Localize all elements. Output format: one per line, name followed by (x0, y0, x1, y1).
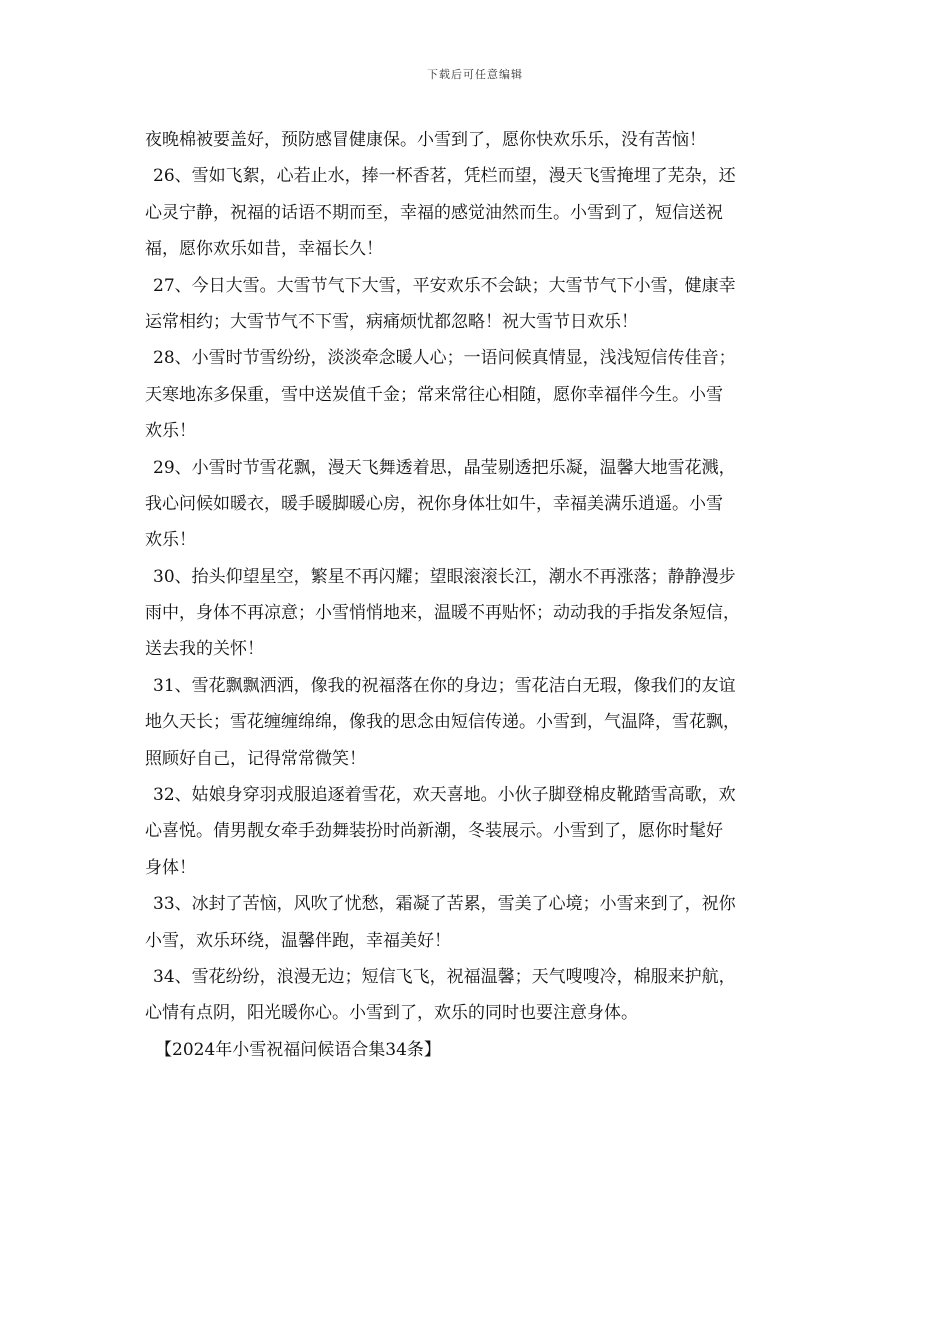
text-line: 34、雪花纷纷，浪漫无边；短信飞飞，祝福温馨；天气嗖嗖冷，棉服来护航， (153, 966, 736, 987)
text-line: 送去我的关怀！ (145, 639, 264, 660)
text-line: 26、雪如飞絮，心若止水，捧一杯香茗，凭栏而望，漫天飞雪掩埋了芜杂，还 (153, 166, 736, 187)
text-line: 33、冰封了苦恼，风吹了忧愁，霜凝了苦累，雪美了心境；小雪来到了，祝你 (153, 894, 736, 915)
text-line: 心灵宁静，祝福的话语不期而至，幸福的感觉油然而生。小雪到了，短信送祝 (145, 202, 723, 223)
document-body (145, 122, 817, 1068)
text-line: 28、小雪时节雪纷纷，淡淡牵念暖人心；一语问候真情显，浅浅短信传佳音； (153, 348, 736, 369)
text-line: 欢乐！ (145, 530, 196, 551)
text-line: 27、今日大雪。大雪节气下大雪，平安欢乐不会缺；大雪节气下小雪，健康幸 (153, 275, 736, 296)
text-line: 29、小雪时节雪花飘，漫天飞舞透着思，晶莹剔透把乐凝，温馨大地雪花溅， (153, 457, 736, 478)
text-line: 照顾好自己，记得常常微笑！ (145, 748, 366, 769)
text-line: 心喜悦。倩男靓女牵手劲舞装扮时尚新潮，冬装展示。小雪到了，愿你时髦好 (145, 821, 723, 842)
text-line: 我心问候如暖衣，暖手暖脚暖心房，祝你身体壮如牛，幸福美满乐逍遥。小雪 (145, 493, 723, 514)
text-line: 运常相约；大雪节气不下雪，病痛烦忧都忽略！祝大雪节日欢乐！ (145, 311, 638, 332)
text-line: 32、姑娘身穿羽戎服追逐着雪花，欢天喜地。小伙子脚登棉皮靴踏雪高歌，欢 (153, 785, 736, 806)
text-line: 31、雪花飘飘洒洒，像我的祝福落在你的身边；雪花洁白无瑕，像我们的友谊 (153, 675, 736, 696)
collection-title: 【2024年小雪祝福问候语合集34条】 (155, 1039, 441, 1060)
text-line: 雨中，身体不再凉意；小雪悄悄地来，温暖不再贴怀；动动我的手指发条短信， (145, 603, 740, 624)
text-line: 欢乐！ (145, 421, 196, 442)
text-line: 天寒地冻多保重，雪中送炭值千金；常来常往心相随，愿你幸福伴今生。小雪 (145, 384, 723, 405)
text-line: 小雪，欢乐环绕，温馨伴跑，幸福美好！ (145, 930, 451, 951)
text-line: 夜晚棉被要盖好，预防感冒健康保。小雪到了，愿你快欢乐乐，没有苦恼！ (145, 130, 706, 150)
text-line: 心情有点阴，阳光暖你心。小雪到了，欢乐的同时也要注意身体。 (145, 1003, 638, 1024)
text-line: 地久天长；雪花缠缠绵绵，像我的思念由短信传递。小雪到，气温降，雪花飘， (145, 712, 740, 733)
text-line: 福，愿你欢乐如昔，幸福长久！ (145, 239, 383, 260)
text-line: 身体！ (145, 857, 196, 878)
text-line: 30、抬头仰望星空，繁星不再闪耀；望眼滚滚长江，潮水不再涨落；静静漫步 (153, 566, 736, 587)
header-note: 下载后可任意编辑 (427, 68, 523, 81)
